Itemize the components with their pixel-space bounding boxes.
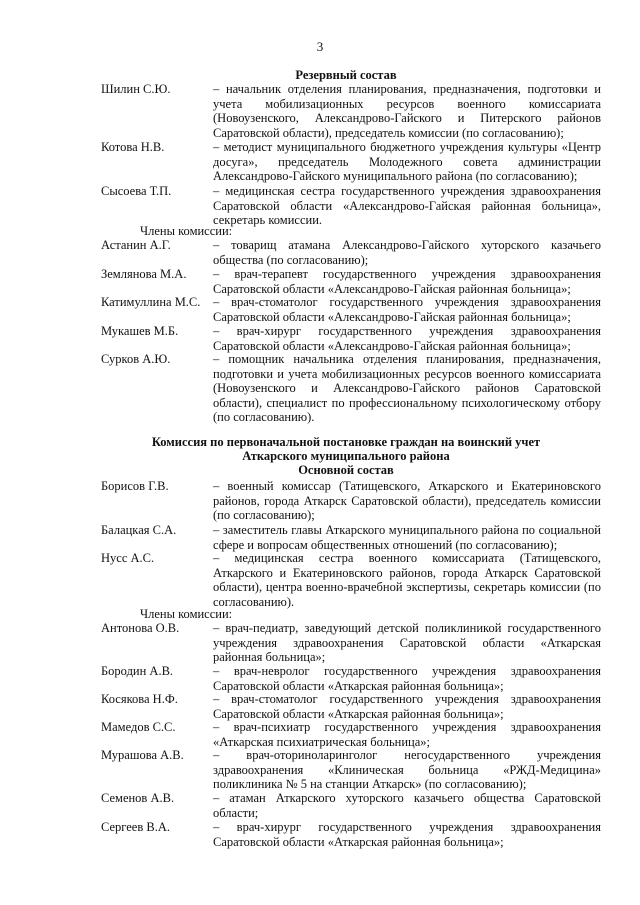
main-leader-entry bbox=[101, 523, 601, 552]
main-composition-heading: Основной состав bbox=[298, 463, 394, 477]
person-name: Косякова Н.Ф. bbox=[101, 692, 178, 706]
person-name: Шилин С.Ю. bbox=[101, 82, 171, 96]
reserve-heading: Резервный состав bbox=[295, 68, 397, 82]
person-name: Сергеев В.А. bbox=[101, 820, 170, 834]
member-entry bbox=[101, 720, 601, 749]
person-name: Астанин А.Г. bbox=[101, 238, 171, 252]
member-entry bbox=[101, 791, 601, 820]
person-name: Нусс А.С. bbox=[101, 551, 155, 565]
person-role: – врач-психиатр государственного учреждения здравоохранения «Аткарская психиатрическая больница»; bbox=[213, 720, 601, 749]
person-role: – врач-хирург государственного учреждения здравоохранения Саратовской области «Аткарская районная больница»; bbox=[213, 820, 601, 849]
person-role: – врач-невролог государственного учреждения здравоохранения Саратовской области «Аткарская районная больница»; bbox=[213, 664, 601, 693]
person-role: – товарищ атамана Александрово-Гайского хуторского казачьего общества (по согласованию); bbox=[213, 238, 601, 267]
member-entry bbox=[101, 664, 601, 693]
main-leader-entry bbox=[101, 479, 601, 523]
person-name: Сысоева Т.П. bbox=[101, 184, 172, 198]
member-entry bbox=[101, 324, 601, 353]
person-name: Бородин А.В. bbox=[101, 664, 174, 678]
person-role: – врач-педиатр, заведующий детской поликлиникой государственного учреждения здравоохранения Саратовской области «Аткарская районная больница»; bbox=[213, 621, 601, 665]
member-entry bbox=[101, 352, 601, 425]
members-label: Члены комиссии: bbox=[140, 224, 233, 238]
member-entry bbox=[101, 267, 601, 296]
person-role: – врач-терапевт государственного учреждения здравоохранения Саратовской области «Александрово-Гайская районная больница»; bbox=[213, 267, 601, 296]
person-name: Котова Н.В. bbox=[101, 140, 165, 154]
reserve-leader-entry bbox=[101, 82, 601, 140]
person-name: Катимуллина М.С. bbox=[101, 295, 201, 309]
person-role: – врач-оториноларинголог негосударственного учреждения здравоохранения «Клиническая больница «РЖД-Медицина» поликлиника № 5 на станции Аткарск» (по согласованию); bbox=[213, 748, 601, 792]
person-role: – методист муниципального бюджетного учреждения культуры «Центр досуга», председатель Молодежного совета администрации Александрово-Гайского муниципального района (по согласованию); bbox=[213, 140, 601, 184]
person-name: Мукашев М.Б. bbox=[101, 324, 179, 338]
reserve-leader-entry bbox=[101, 184, 601, 228]
person-name: Сурков А.Ю. bbox=[101, 352, 171, 366]
member-entry bbox=[101, 820, 601, 849]
person-role: – медицинская сестра военного комиссариата (Татищевского, Аткарского и Екатериновского районов, города Аткарск Саратовской области), центра военно-врачебной экспертизы, секретарь комиссии (по согласованию). bbox=[213, 551, 601, 609]
member-entry bbox=[101, 238, 601, 267]
person-role: – начальник отделения планирования, предназначения, подготовки и учета мобилизационных ресурсов военного комиссариата (Новоузенского, Александрово-Гайского и Питерского районов Саратовской области), председатель комиссии (по согласованию); bbox=[213, 82, 601, 140]
person-role: – врач-стоматолог государственного учреждения здравоохранения Саратовской области «Александрово-Гайская районная больница»; bbox=[213, 295, 601, 324]
member-entry bbox=[101, 295, 601, 324]
member-entry bbox=[101, 748, 601, 792]
page-number: 3 bbox=[316, 39, 324, 54]
person-name: Антонова О.В. bbox=[101, 621, 180, 635]
commission-heading: Комиссия по первоначальной постановке граждан на воинский учет bbox=[151, 435, 541, 449]
person-name: Борисов Г.В. bbox=[101, 479, 169, 493]
reserve-leader-entry bbox=[101, 140, 601, 184]
person-role: – помощник начальника отделения планирования, предназначения, подготовки и учета мобилизационных ресурсов военного комиссариата (Новоузенского и Александрово-Гайского районов Саратовской области), специалист по профессиональному психологическому отбору (по согласованию). bbox=[213, 352, 601, 425]
person-role: – заместитель главы Аткарского муниципального района по социальной сфере и вопросам общественных отношений (по согласованию); bbox=[213, 523, 601, 552]
person-name: Балацкая С.А. bbox=[101, 523, 177, 537]
member-entry bbox=[101, 621, 601, 665]
person-name: Семенов А.В. bbox=[101, 791, 175, 805]
commission-district: Аткарского муниципального района bbox=[242, 449, 450, 463]
person-role: – атаман Аткарского хуторского казачьего общества Саратовской области; bbox=[213, 791, 601, 820]
person-name: Землянова М.А. bbox=[101, 267, 187, 281]
person-role: – медицинская сестра государственного учреждения здравоохранения Саратовской области «Александрово-Гайская районная больница», секретарь комиссии. bbox=[213, 184, 601, 228]
member-entry bbox=[101, 692, 601, 721]
members-label: Члены комиссии: bbox=[140, 607, 233, 621]
person-name: Мамедов С.С. bbox=[101, 720, 176, 734]
person-role: – врач-стоматолог государственного учреждения здравоохранения Саратовской области «Аткарская районная больница»; bbox=[213, 692, 601, 721]
person-name: Мурашова А.В. bbox=[101, 748, 184, 762]
main-leader-entry bbox=[101, 551, 601, 609]
person-role: – врач-хирург государственного учреждения здравоохранения Саратовской области «Александрово-Гайская районная больница»; bbox=[213, 324, 601, 353]
person-role: – военный комиссар (Татищевского, Аткарского и Екатериновского районов, города Аткарск Саратовской области), председатель комиссии (по согласованию); bbox=[213, 479, 601, 523]
